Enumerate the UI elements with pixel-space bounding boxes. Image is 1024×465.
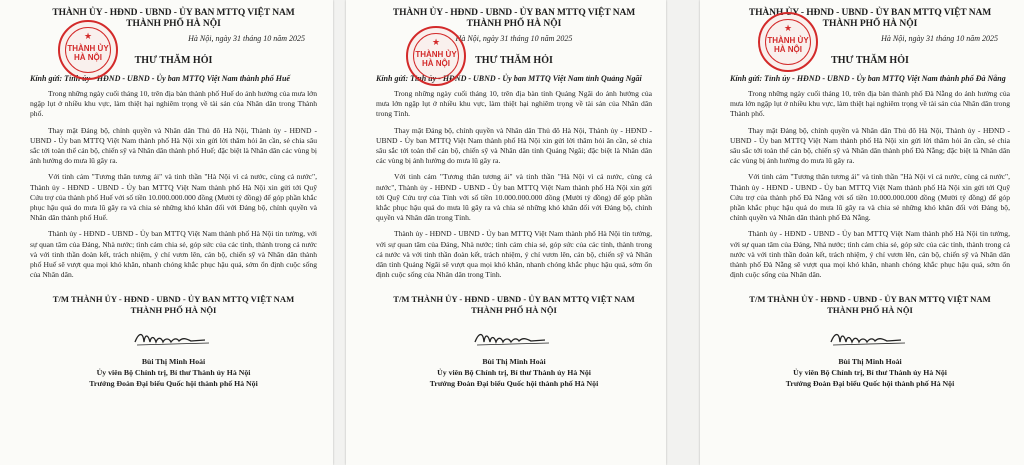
greeting-recipient: Tỉnh ủy - HĐND - UBND - Ủy ban MTTQ Việt Nam thành phố Đà Nẵng — [764, 74, 1006, 83]
letter-date: Hà Nội, ngày 31 tháng 10 năm 2025 — [455, 34, 573, 43]
red-seal-stamp — [758, 12, 818, 72]
red-seal-stamp — [406, 26, 466, 86]
letter-da-nang — [700, 0, 1024, 465]
signer-name: Bùi Thị Minh Hoài — [482, 357, 546, 367]
signer-title-1: Ủy viên Bộ Chính trị, Bí thư Thành ủy Hà Nội — [793, 368, 947, 378]
signer-title-2: Trưởng Đoàn Đại biểu Quốc hội thành phố Hà Nội — [89, 379, 258, 389]
letter-date: Hà Nội, ngày 31 tháng 10 năm 2025 — [188, 34, 305, 43]
letter-title: THƯ THĂM HỎI — [134, 55, 213, 66]
letter-paragraph-1: Trong những ngày cuối tháng 10, trên địa bàn tỉnh Quảng Ngãi do ảnh hưởng của mưa lớn ngập lụt ở nhiều khu vực, làm thiệt hại nghiêm trọng về tài sản của Nhân dân trong Tỉnh. — [376, 89, 652, 119]
star-icon: ★ — [431, 37, 441, 47]
stamp-line-1: THÀNH ỦY — [67, 44, 109, 53]
signature-organization: T/M THÀNH ỦY - HĐND - UBND - ỦY BAN MTTQ VIỆT NAM THÀNH PHỐ HÀ NỘI — [52, 294, 295, 316]
letter-quang-ngai — [346, 0, 666, 465]
greeting-recipient: Tỉnh ủy - HĐND - UBND - Ủy ban MTTQ Việt Nam thành phố Huế — [64, 74, 290, 83]
greeting-label: Kính gửi: — [30, 74, 63, 83]
letter-paragraph-3: Với tinh cảm "Tương thân tương ái" và tinh thần "Hà Nội vì cả nước, cùng cả nước", Thành ủy - HĐND - UBND - Ủy ban MTTQ Việt Nam thành phố Hà Nội xin gửi tới Quỹ Cứu trợ của thành phố Huế với số tiền 10.000.000.000 đồng (Mười tỷ đồng) để góp phần khắc phục hậu quả do mưa lũ gây ra và chia sẻ những khó khăn đối với Đảng bộ, chính quyền và Nhân dân thành phố Huế. — [30, 172, 317, 223]
signer-title-1: Ủy viên Bộ Chính trị, Bí thư Thành ủy Hà Nội — [96, 368, 251, 378]
letter-org-header: THÀNH ỦY - HĐND - UBND - ỦY BAN MTTQ VIỆT NAM — [392, 8, 636, 18]
letter-hue — [0, 0, 333, 465]
greeting-recipient: Tỉnh ủy - HĐND - UBND - Ủy ban MTTQ Việt Nam tỉnh Quảng Ngãi — [410, 74, 642, 83]
stamp-line-1: THÀNH ỦY — [415, 50, 457, 59]
stamp-line-1: THÀNH ỦY — [767, 36, 809, 45]
signer-name: Bùi Thị Minh Hoài — [141, 357, 206, 367]
signer-block — [30, 356, 317, 389]
letter-city-header: THÀNH PHỐ HÀ NỘI — [822, 19, 918, 29]
signer-block — [730, 356, 1010, 389]
letter-paragraph-4: Thành ủy - HĐND - UBND - Ủy ban MTTQ Việt Nam thành phố Hà Nội tin tưởng, với sự quan tâm của Đảng, Nhà nước; tình cảm chia sẻ, góp sức của các tỉnh, thành trong cả nước và với tinh thần đoàn kết, trách nhiệm, ý chí vươn lên, cán bộ, chiến sỹ và Nhân dân thành phố Đà Nẵng sẽ vượt qua mọi khó khăn, nhanh chóng khắc phục hậu quả, sớm ổn định cuộc sống của Nhân dân. — [730, 229, 1010, 280]
handwritten-signature — [469, 328, 559, 350]
signer-name: Bùi Thị Minh Hoài — [838, 357, 902, 367]
stamp-line-2: HÀ NỘI — [74, 53, 102, 62]
signer-block — [376, 356, 652, 389]
letter-title: THƯ THĂM HỎI — [475, 55, 553, 66]
letter-city-header: THÀNH PHỐ HÀ NỘI — [466, 19, 562, 29]
letter-paragraph-1: Trong những ngày cuối tháng 10, trên địa bàn thành phố Đà Nẵng do ảnh hưởng của mưa lớn ngập lụt ở nhiều khu vực, làm thiệt hại nghiêm trọng về tài sản của Nhân dân trong Thành phố. — [730, 89, 1010, 119]
signer-title-2: Trưởng Đoàn Đại biểu Quốc hội thành phố Hà Nội — [785, 379, 955, 389]
letter-paragraph-2: Thay mặt Đảng bộ, chính quyền và Nhân dân Thủ đô Hà Nội, Thành ủy - HĐND - UBND - Ủy ban MTTQ Việt Nam thành phố Hà Nội xin gửi lời thăm hỏi ân cần, sẻ chia sâu sắc tới toàn thể cán bộ, chiến sỹ và Nhân dân thành phố Huế; đặc biệt là Nhân dân các vùng bị ảnh hưởng do mưa lũ gây ra. — [30, 125, 318, 166]
signer-title-1: Ủy viên Bộ Chính trị, Bí thư Thành ủy Hà Nội — [437, 368, 591, 378]
star-icon: ★ — [783, 23, 793, 33]
letter-org-header: THÀNH ỦY - HĐND - UBND - ỦY BAN MTTQ VIỆT NAM — [748, 8, 992, 18]
stamp-line-2: HÀ NỘI — [422, 59, 450, 68]
signature-organization: T/M THÀNH ỦY - HĐND - UBND - ỦY BAN MTTQ VIỆT NAM THÀNH PHỐ HÀ NỘI — [749, 294, 991, 316]
signature-organization: T/M THÀNH ỦY - HĐND - UBND - ỦY BAN MTTQ VIỆT NAM THÀNH PHỐ HÀ NỘI — [393, 294, 635, 316]
letter-paragraph-4: Thành ủy - HĐND - UBND - Ủy ban MTTQ Việt Nam thành phố Hà Nội tin tưởng, với sự quan tâm của Đảng, Nhà nước; tình cảm chia sẻ, góp sức của các tỉnh, thành trong cả nước và với tinh thần đoàn kết, trách nhiệm, ý chí vươn lên, cán bộ, chiến sỹ và Nhân dân tỉnh Quảng Ngãi sẽ vượt qua mọi khó khăn, nhanh chóng khắc phục hậu quả, sớm ổn định cuộc sống của Nhân dân trong Tỉnh. — [376, 229, 652, 280]
handwritten-signature — [129, 328, 219, 350]
letter-paragraph-3: Với tinh cảm "Tương thân tương ái" và tinh thần "Hà Nội vì cả nước, cùng cả nước", Thành ủy - HĐND - UBND - Ủy ban MTTQ Việt Nam thành phố Hà Nội xin gửi tới Quỹ Cứu trợ của Tỉnh với số tiền 10.000.000.000 đồng (Mười tỷ đồng) để góp phần khắc phục hậu quả do mưa lũ gây ra và chia sẻ những khó khăn đối với Đảng bộ, chính quyền và Nhân dân trong Tỉnh. — [376, 172, 652, 223]
letter-title: THƯ THĂM HỎI — [831, 55, 909, 66]
letter-greeting — [730, 74, 1010, 83]
letter-paragraph-2: Thay mặt Đảng bộ, chính quyền và Nhân dân Thủ đô Hà Nội, Thành ủy - HĐND - UBND - Ủy ban MTTQ Việt Nam thành phố Hà Nội xin gửi lời thăm hỏi ân cần, sẻ chia sâu sắc tới toàn thể cán bộ, chiến sỹ và Nhân dân tỉnh Quảng Ngãi; đặc biệt là Nhân dân các vùng bị ảnh hưởng do mưa lũ gây ra. — [376, 125, 652, 166]
letter-paragraph-1: Trong những ngày cuối tháng 10, trên địa bàn thành phố Huế do ảnh hưởng của mưa lớn ngập lụt ở nhiều khu vực, làm thiệt hại nghiêm trọng về tài sản của Nhân dân trong Thành phố. — [30, 89, 317, 119]
letter-org-header: THÀNH ỦY - HĐND - UBND - ỦY BAN MTTQ VIỆT NAM — [52, 8, 295, 18]
red-seal-stamp — [58, 20, 118, 80]
star-icon: ★ — [83, 31, 93, 41]
stamp-line-2: HÀ NỘI — [774, 45, 802, 54]
letter-city-header: THÀNH PHỐ HÀ NỘI — [126, 19, 221, 29]
signer-title-2: Trưởng Đoàn Đại biểu Quốc hội thành phố Hà Nội — [429, 379, 599, 389]
greeting-label: Kính gửi: — [730, 74, 763, 83]
greeting-label: Kính gửi: — [376, 74, 409, 83]
letter-date: Hà Nội, ngày 31 tháng 10 năm 2025 — [881, 34, 998, 43]
letter-paragraph-4: Thành ủy - HĐND - UBND - Ủy ban MTTQ Việt Nam thành phố Hà Nội tin tưởng, với sự quan tâm của Đảng, Nhà nước; tình cảm chia sẻ, góp sức của các tỉnh, thành trong cả nước và với tinh thần đoàn kết, trách nhiệm, ý chí vươn lên, cán bộ, chiến sỹ và Nhân dân thành phố Huế sẽ vượt qua mọi khó khăn, nhanh chóng khắc phục hậu quả, sớm ổn định cuộc sống của Nhân dân. — [30, 229, 317, 280]
handwritten-signature — [825, 328, 915, 350]
letter-paragraph-2: Thay mặt Đảng bộ, chính quyền và Nhân dân Thủ đô Hà Nội, Thành ủy - HĐND - UBND - Ủy ban MTTQ Việt Nam thành phố Hà Nội xin gửi lời thăm hỏi ân cần, sẻ chia sâu sắc tới toàn thể cán bộ, chiến sỹ và Nhân dân thành phố Đà Nẵng; đặc biệt là Nhân dân các vùng bị ảnh hưởng do mưa lũ gây ra. — [730, 125, 1010, 166]
letter-paragraph-3: Với tinh cảm "Tương thân tương ái" và tinh thần "Hà Nội vì cả nước, cùng cả nước", Thành ủy - HĐND - UBND - Ủy ban MTTQ Việt Nam thành phố Hà Nội xin gửi tới Quỹ Cứu trợ của thành phố Đà Nẵng với số tiền 10.000.000.000 đồng (Mười tỷ đồng) để góp phần khắc phục hậu quả do mưa lũ gây ra và chia sẻ những khó khăn đối với Đảng bộ, chính quyền và Nhân dân thành phố Đà Nẵng. — [730, 172, 1010, 223]
